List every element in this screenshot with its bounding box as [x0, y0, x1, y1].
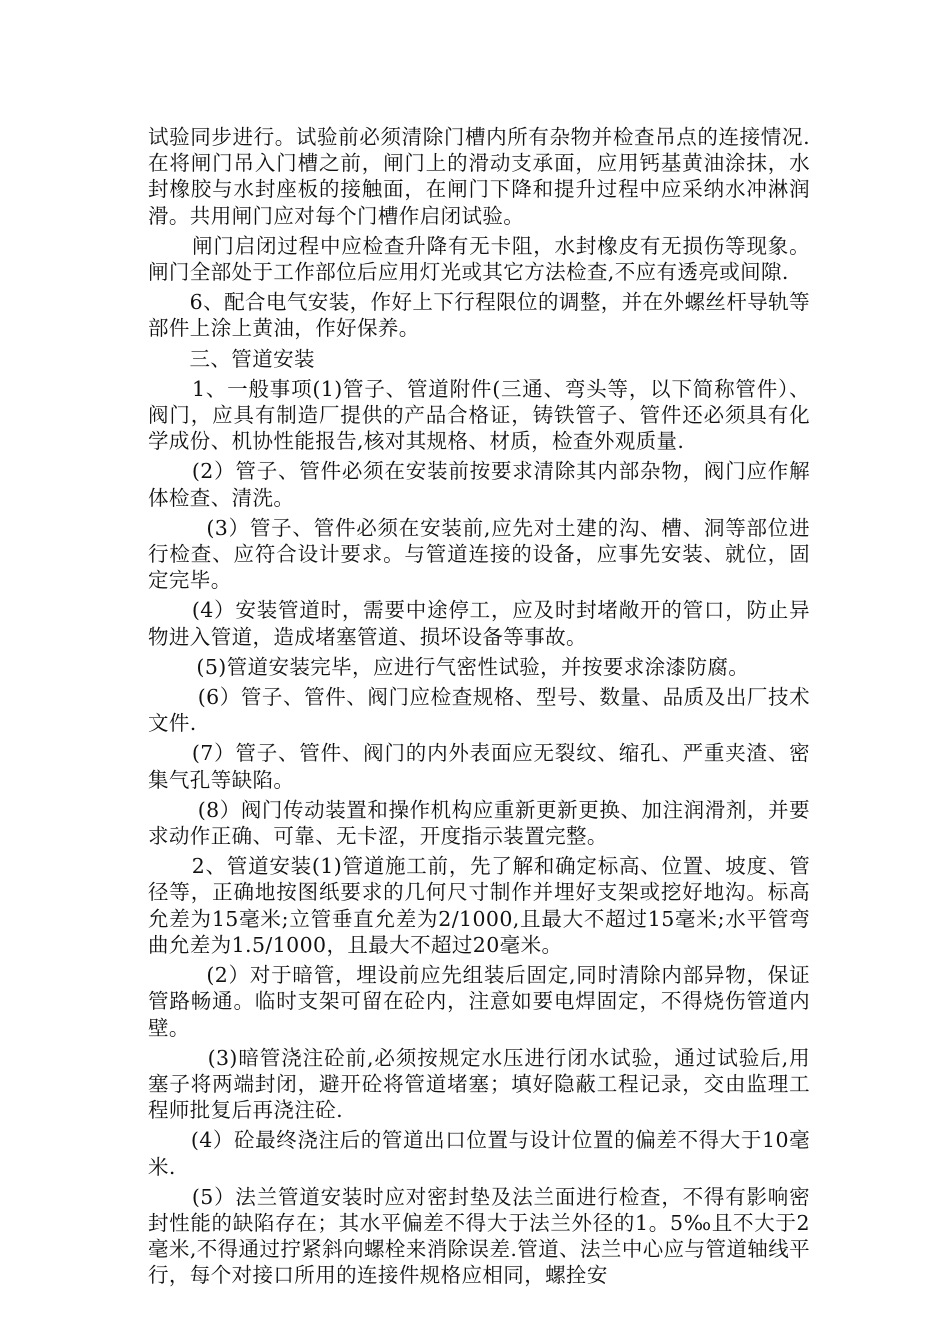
paragraph-1: 试验同步进行。试验前必须清除门槽内所有杂物并检查吊点的连接情况.在将闸门吊入门槽之前，闸门上的滑动支承面，应用钙基黄油涂抹，水封橡胶与水封座板的接触面，在闸门下降和提升过程中应采纳水冲淋润滑。共用闸门应对每个门槽作启闭试验。: [148, 125, 810, 228]
paragraph-11: (7）管子、管件、阀门的内外表面应无裂纹、缩孔、严重夹渣、密集气孔等缺陷。: [148, 741, 810, 792]
paragraph-6: (2）管子、管件必须在安装前按要求清除其内部杂物，阀门应作解体检查、清洗。: [148, 459, 810, 510]
paragraph-12: (8）阀门传动装置和操作机构应重新更新更换、加注润滑剂，并要求动作正确、可靠、无卡涩，开度指示装置完整。: [148, 797, 810, 849]
paragraph-2: 闸门启闭过程中应检查升降有无卡阻，水封橡皮有无损伤等现象。闸门全部处于工作部位后应用灯光或其它方法检查,不应有透亮或间隙.: [148, 233, 810, 285]
paragraph-8: (4）安装管道时，需要中途停工，应及时封堵敞开的管口，防止异物进入管道，造成堵塞管道、损坏设备等事故。: [148, 598, 810, 649]
paragraph-13: 2、管道安装(1)管道施工前，先了解和确定标高、位置、坡度、管径等，正确地按图纸要求的几何尺寸制作并埋好支架或挖好地沟。标高允差为15毫米;立管垂直允差为2/1000,且最大不超过15毫米;水平管弯曲允差为1.5/1000，且最大不超过20毫米。: [148, 854, 811, 957]
paragraph-14: (2）对于暗管，埋设前应先组装后固定,同时清除内部异物，保证管路畅通。临时支架可留在砼内，注意如要电焊固定，不得烧伤管道内壁。: [148, 963, 810, 1040]
paragraph-16: (4）砼最终浇注后的管道出口位置与设计位置的偏差不得大于10毫米.: [148, 1128, 811, 1179]
paragraph-10: (6）管子、管件、阀门应检查规格、型号、数量、品质及出厂技术文件.: [148, 685, 810, 736]
section-heading-pipeline: 三、管道安装: [148, 346, 315, 371]
paragraph-15: (3)暗管浇注砼前,必须按规定水压进行闭水试验，通过试验后,用塞子将两端封闭，避开砼将管道堵塞；填好隐蔽工程记录，交由监理工程师批复后再浇注砼.: [148, 1045, 810, 1123]
paragraph-17: (5）法兰管道安装时应对密封垫及法兰面进行检查，不得有影响密封性能的缺陷存在；其水平偏差不得大于法兰外径的1。5‰且不大于2毫米,不得通过拧紧斜向螺栓来消除误差.管道、法兰中心应与管道轴线平行，每个对接口所用的连接件规格应相同，螺拴安: [148, 1184, 810, 1288]
paragraph-3: 6、配合电气安装，作好上下行程限位的调整，并在外螺丝杆导轨等部件上涂上黄油，作好保养。: [148, 290, 811, 341]
paragraph-9: (5)管道安装完毕，应进行气密性试验，并按要求涂漆防腐。: [148, 654, 750, 679]
paragraph-5: 1、一般事项(1)管子、管道附件(三通、弯头等，以下简称管件）、阀门，应具有制造厂提供的产品合格证，铸铁管子、管件还必须具有化学成份、机协性能报告,核对其规格、材质，检查外观质量.: [148, 376, 810, 454]
paragraph-7: (3）管子、管件必须在安装前,应先对土建的沟、槽、洞等部位进行检查、应符合设计要求。与管道连接的设备，应事先安装、就位，固定完毕。: [148, 515, 810, 593]
